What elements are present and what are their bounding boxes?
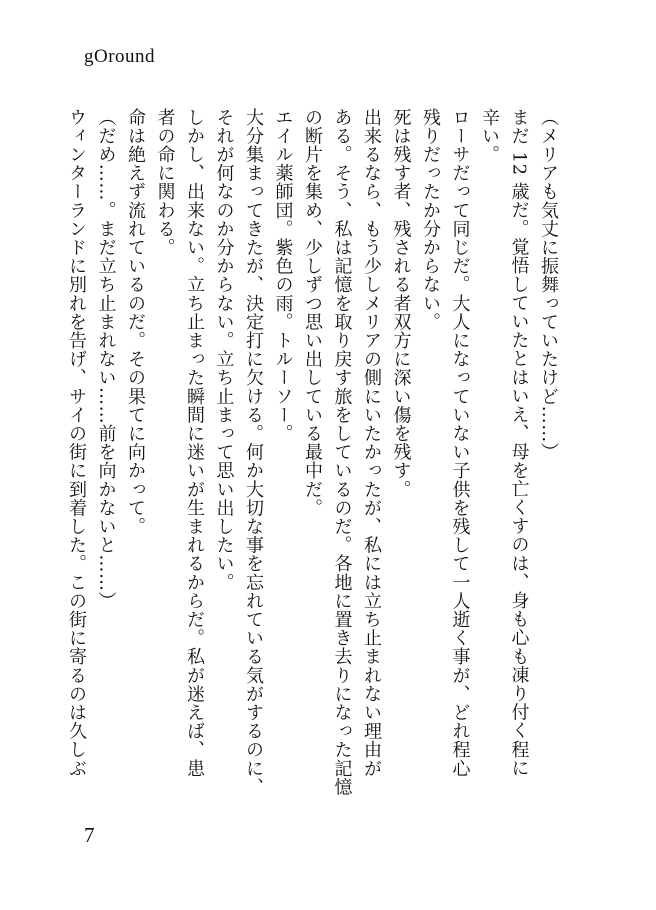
text-line: ある。そう、私は記憶を取り戻す旅をしているのだ。各地に置き去りになった記憶 (331, 108, 353, 797)
text-line: 出来るなら、もう少しメリアの側にいたかったが、私には立ち止まれない理由が (361, 108, 382, 778)
text-line: ウィンターランドに別れを告げ、サイの街に到着した。この街に寄るのは久しぶ (66, 108, 87, 778)
text-line: ローサだって同じだ。大人になっていない子供を残して一人逝く事が、どれ程心 (449, 108, 471, 778)
header-title: gOround (84, 46, 156, 67)
text-line: 残りだったか分からない。 (420, 108, 441, 332)
vertical-body-text (62, 108, 564, 808)
text-line: まだ 12 歳だ。覚悟していたとはいえ、母を亡くすのは、身も心も凍り付く程に (508, 108, 530, 778)
text-line: エイル薬師団。紫色の雨。トルーソー。 (272, 108, 294, 443)
text-line: 辛い。 (479, 108, 500, 164)
text-line: 大分集まってきたが、決定打に欠ける。何か大切な事を忘れている気がするのに、 (243, 108, 264, 797)
text-line: それが何なのか分からない。立ち止まって思い出したい。 (213, 108, 235, 592)
text-line: 者の命に関わる。 (154, 108, 176, 257)
text-line: 死は残す者、残される者双方に深い傷を残す。 (390, 108, 412, 499)
page-number: 7 (84, 823, 95, 847)
text-line: 命は絶えず流れているのだ。その果てに向かって。 (125, 108, 146, 536)
text-line: の断片を集め、少しずつ思い出している最中だ。 (302, 108, 323, 518)
text-line: しかし、出来ない。立ち止まった瞬間に迷いが生まれるからだ。私が迷えば、患 (184, 108, 205, 778)
text-line: （だめ……。まだ立ち止まれない……前を向かないと……） (95, 108, 117, 611)
text-line: （メリアも気丈に振舞っていたけど……） (538, 108, 559, 462)
